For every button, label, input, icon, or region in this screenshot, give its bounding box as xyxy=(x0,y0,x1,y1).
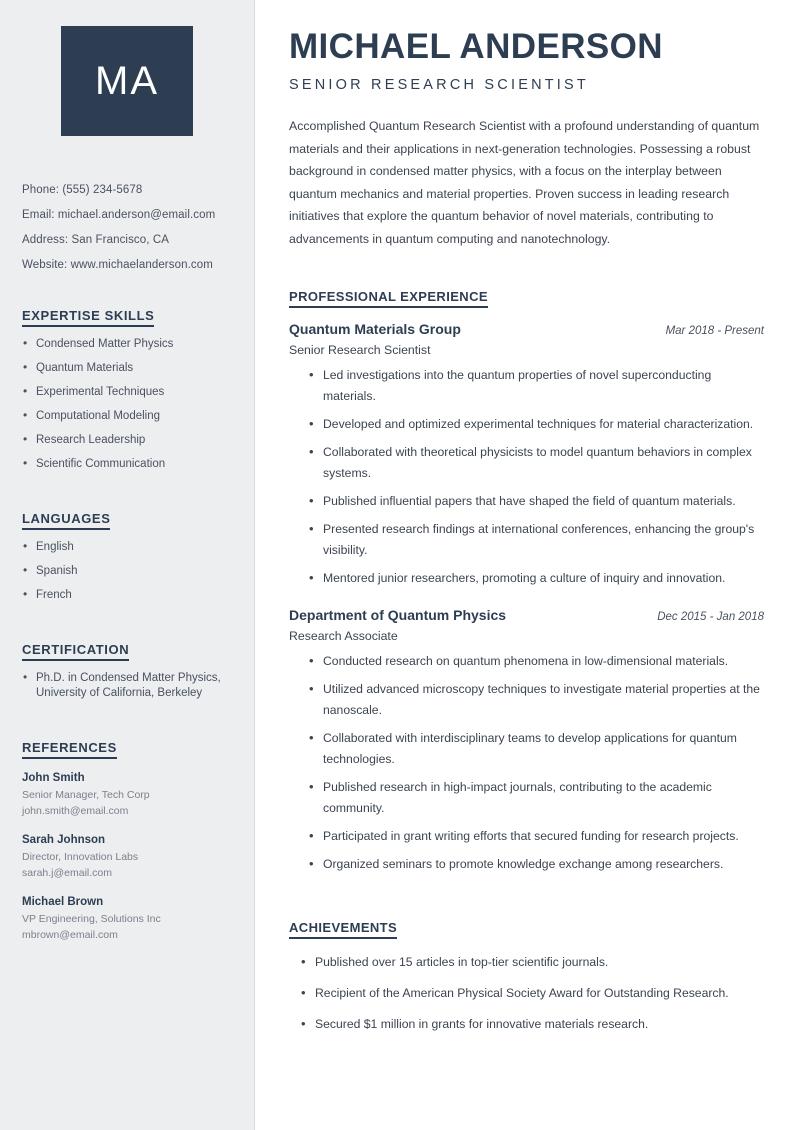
contact-email: Email: michael.anderson@email.com xyxy=(22,209,216,221)
languages-list xyxy=(22,540,232,603)
reference-role: Director, Innovation Labs xyxy=(22,851,139,863)
reference-role: Senior Manager, Tech Corp xyxy=(22,789,150,801)
list-item: • Recipient of the American Physical Society Award for Outstanding Research. xyxy=(301,983,764,1004)
experience-bullets xyxy=(289,651,764,875)
list-item: • Organized seminars to promote knowledge exchange among researchers. xyxy=(309,854,764,875)
contact-phone: Phone: (555) 234-5678 xyxy=(22,184,143,196)
list-item: • Collaborated with theoretical physicists to model quantum behaviors in complex systems. xyxy=(309,442,764,484)
list-item: • Secured $1 million in grants for innovative materials research. xyxy=(301,1014,764,1035)
list-item: • Utilized advanced microscopy techniques to investigate material properties at the nanoscale. xyxy=(309,679,764,721)
list-item: • Conducted research on quantum phenomena in low-dimensional materials. xyxy=(309,651,764,672)
reference-email: sarah.j@email.com xyxy=(22,867,113,879)
experience-dates: Mar 2018 - Present xyxy=(665,325,764,338)
reference-email: john.smith@email.com xyxy=(22,805,129,817)
monogram-initials: MA xyxy=(95,58,159,103)
contact-info xyxy=(22,178,232,278)
contact-address: Address: San Francisco, CA xyxy=(22,234,170,246)
list-item: • Computational Modeling xyxy=(22,409,232,424)
list-item: • Published influential papers that have shaped the field of quantum materials. xyxy=(309,491,764,512)
experience-role: Research Associate xyxy=(289,629,398,644)
section-heading-expertise-skills: EXPERTISE SKILLS xyxy=(22,308,154,327)
list-item: • Collaborated with interdisciplinary teams to develop applications for quantum technologies. xyxy=(309,728,764,770)
list-item: • Published over 15 articles in top-tier scientific journals. xyxy=(301,952,764,973)
reference-name: Michael Brown xyxy=(22,896,104,908)
professional-summary: Accomplished Quantum Research Scientist with a profound understanding of quantum materials and their applications in next-generation technologies. Possessing a robust background in condensed matter physics, with a focus on the interplay between quantum mechanics and material properties. Proven success in leading research initiatives that explore the quantum behavior of novel materials, contributing to advancements in quantum computing and nanotechnology. xyxy=(289,119,760,246)
job-title-subheading: SENIOR RESEARCH SCIENTIST xyxy=(289,77,589,93)
section-heading-professional-experience: PROFESSIONAL EXPERIENCE xyxy=(289,289,488,308)
list-item: • Spanish xyxy=(22,564,232,579)
section-heading-achievements: ACHIEVEMENTS xyxy=(289,920,397,939)
list-item: • Participated in grant writing efforts that secured funding for research projects. xyxy=(309,826,764,847)
skills-list xyxy=(22,337,232,472)
list-item: • Mentored junior researchers, promoting a culture of inquiry and innovation. xyxy=(309,568,764,589)
list-item: • Experimental Techniques xyxy=(22,385,232,400)
experience-entry xyxy=(289,607,764,875)
page-title: MICHAEL ANDERSON xyxy=(289,27,663,66)
avatar-monogram xyxy=(61,26,193,136)
reference-item xyxy=(22,893,232,943)
certification-list xyxy=(22,671,232,701)
list-item: • Research Leadership xyxy=(22,433,232,448)
list-item: • Developed and optimized experimental techniques for material characterization. xyxy=(309,414,764,435)
experience-company: Department of Quantum Physics xyxy=(289,607,507,624)
section-heading-references: REFERENCES xyxy=(22,740,117,759)
reference-name: John Smith xyxy=(22,772,85,784)
list-item: • Published research in high-impact journals, contributing to the academic community. xyxy=(309,777,764,819)
experience-header xyxy=(289,607,764,623)
experience-dates: Dec 2015 - Jan 2018 xyxy=(657,611,764,624)
experience-entry xyxy=(289,321,764,589)
list-item: • Led investigations into the quantum properties of novel superconducting materials. xyxy=(309,365,764,407)
list-item: • Presented research findings at international conferences, enhancing the group's visibility. xyxy=(309,519,764,561)
section-heading-languages: LANGUAGES xyxy=(22,511,110,530)
experience-header xyxy=(289,321,764,337)
list-item: • Condensed Matter Physics xyxy=(22,337,232,352)
section-heading-certification: CERTIFICATION xyxy=(22,642,129,661)
achievements-list xyxy=(289,952,764,1035)
contact-website: Website: www.michaelanderson.com xyxy=(22,259,213,271)
reference-email: mbrown@email.com xyxy=(22,929,118,941)
list-item: • Ph.D. in Condensed Matter Physics, University of California, Berkeley xyxy=(22,671,232,701)
reference-role: VP Engineering, Solutions Inc xyxy=(22,913,161,925)
reference-item xyxy=(22,831,232,881)
list-item: • Scientific Communication xyxy=(22,457,232,472)
experience-bullets xyxy=(289,365,764,589)
list-item: • French xyxy=(22,588,232,603)
reference-name: Sarah Johnson xyxy=(22,834,106,846)
list-item: • English xyxy=(22,540,232,555)
experience-role: Senior Research Scientist xyxy=(289,343,431,358)
list-item: • Quantum Materials xyxy=(22,361,232,376)
experience-company: Quantum Materials Group xyxy=(289,321,461,338)
main-content xyxy=(255,0,800,1130)
sidebar xyxy=(0,0,255,1130)
reference-item xyxy=(22,769,232,819)
